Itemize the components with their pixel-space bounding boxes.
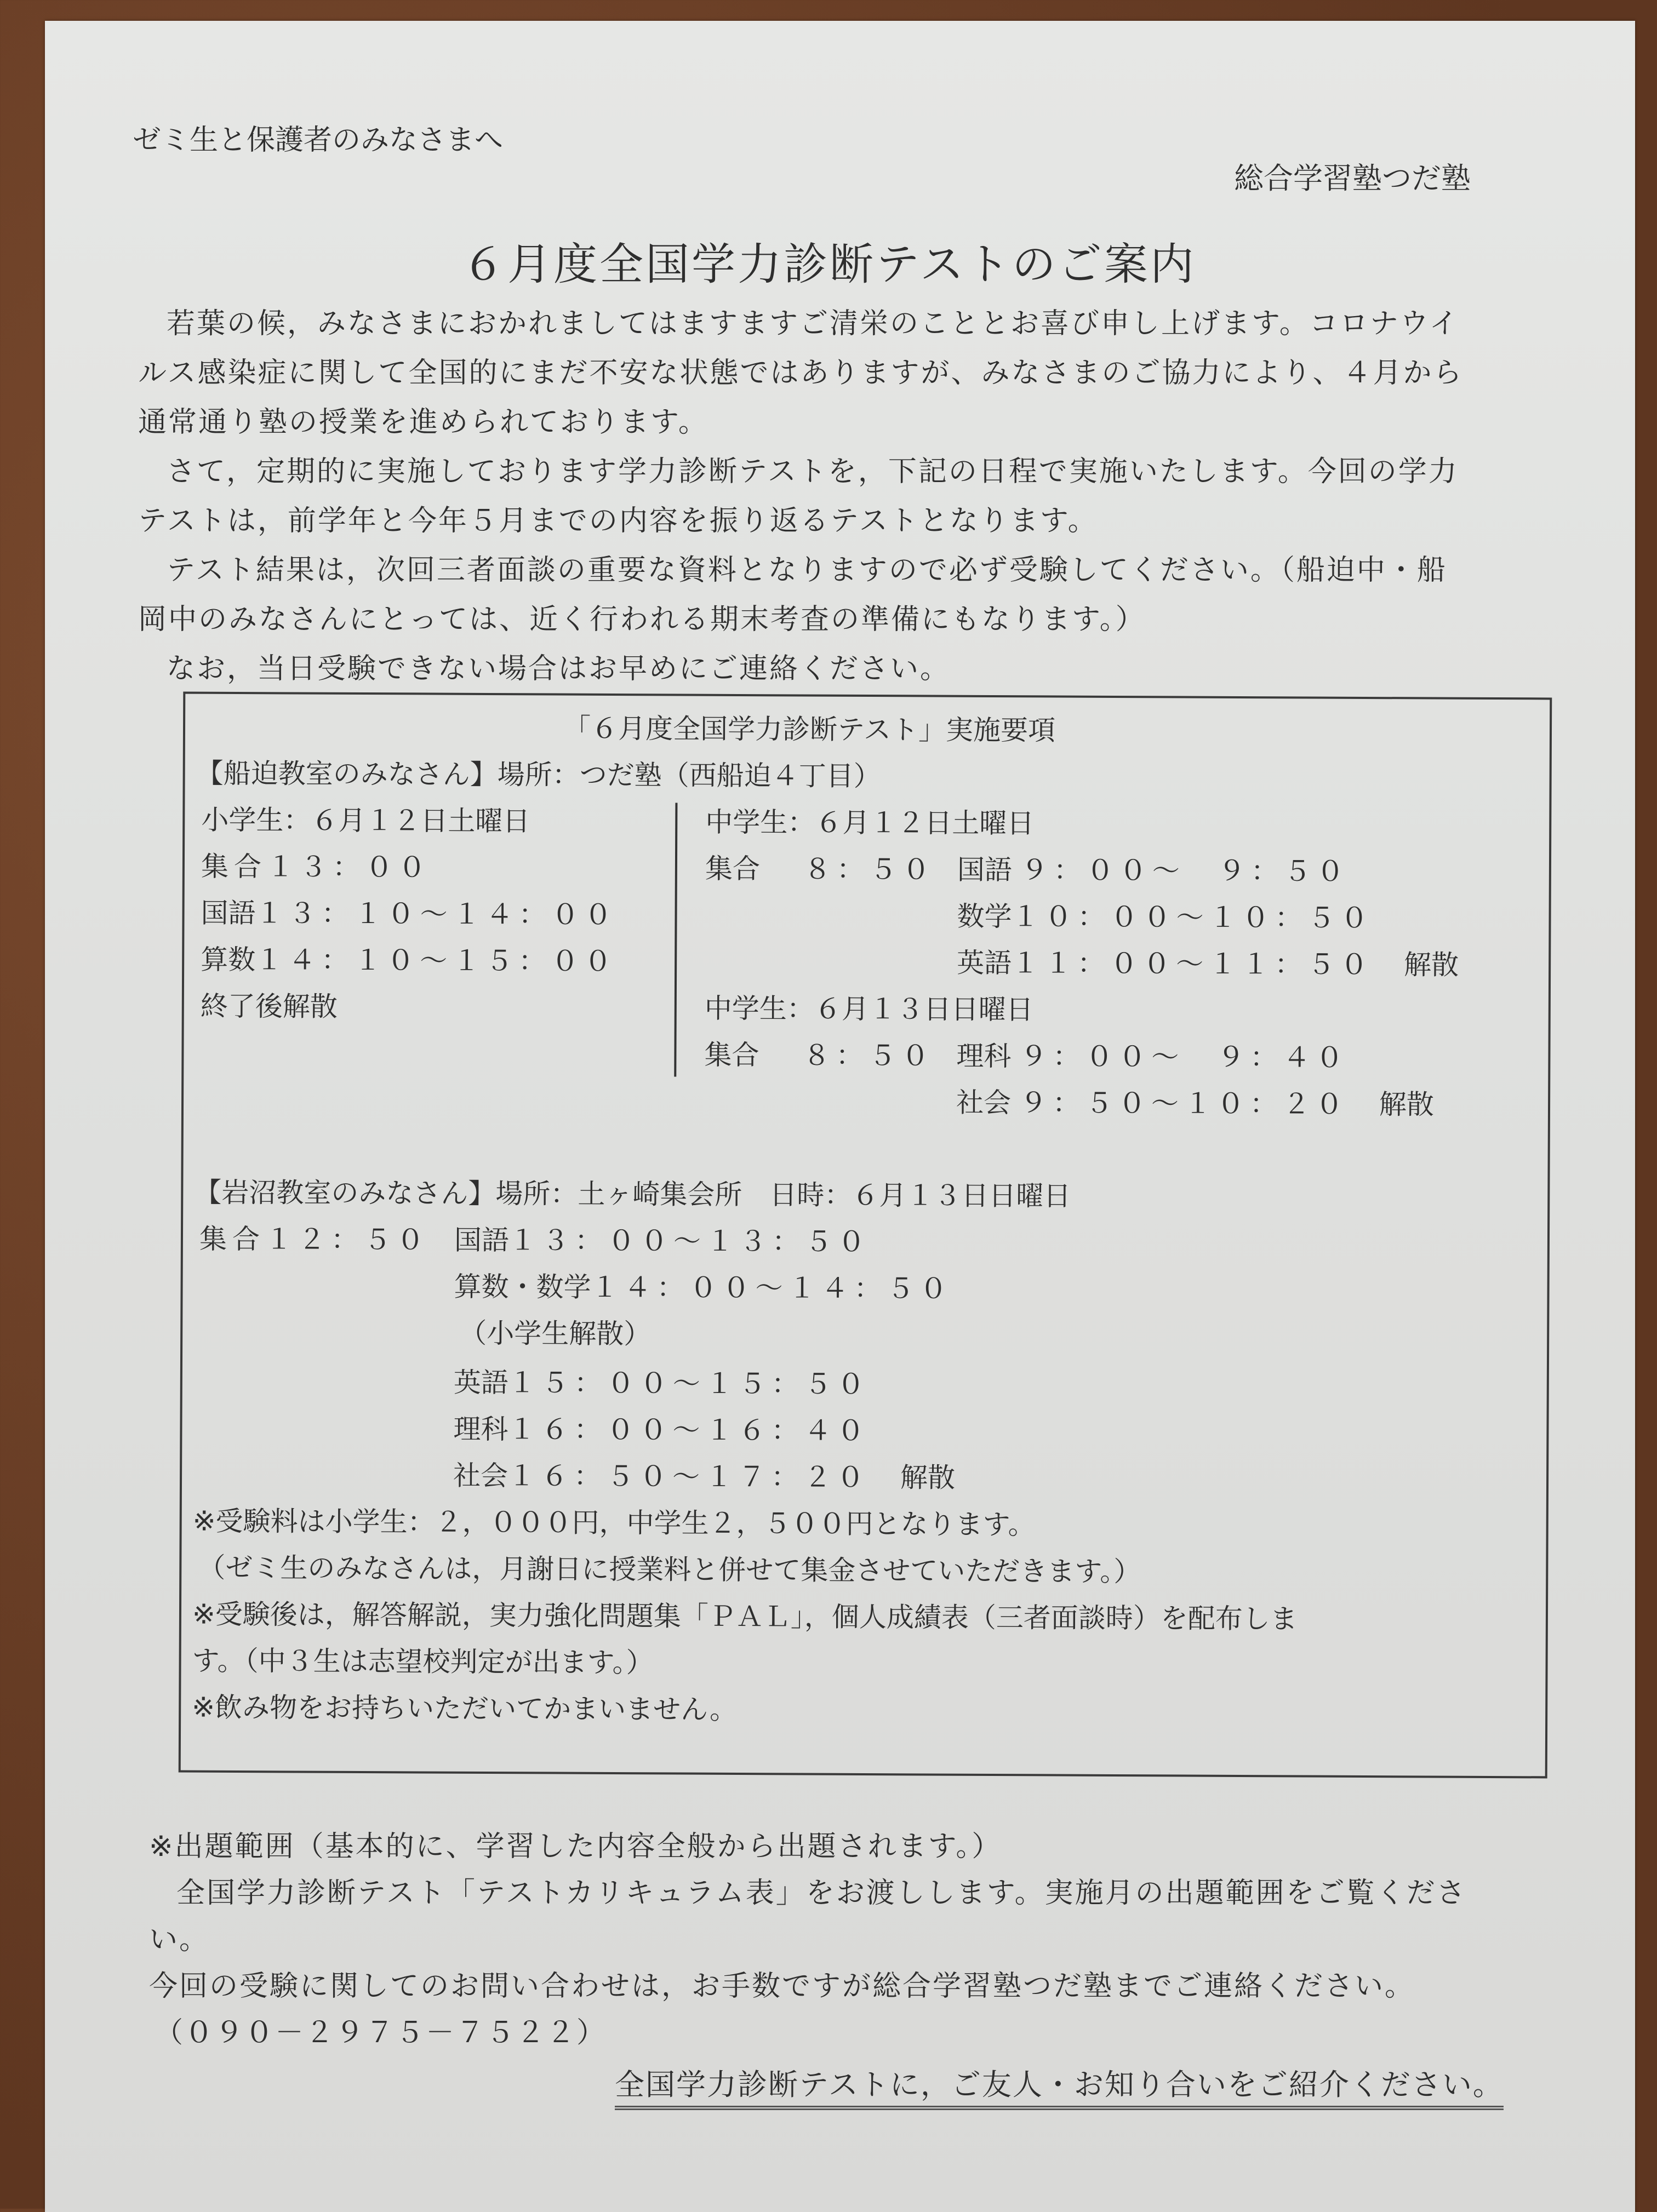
- time-range: １３：１０～１４：００: [255, 897, 618, 931]
- junior-day1-date: 中学生：６月１２日土曜日: [705, 806, 1035, 840]
- subject: 国語: [957, 853, 1013, 886]
- elementary-row: [201, 891, 617, 932]
- elementary-end: 終了後解散: [200, 990, 338, 1023]
- scope-line: い。: [149, 1923, 210, 1956]
- contact-line: 今回の受験に関してのお問い合わせは，お手数ですが総合学習塾つだ塾までご連絡ください。: [149, 1970, 1415, 2003]
- scope-line: 全国学力診断テスト「テストカリキュラム表」をお渡しします。実施月の出題範囲をご覧くださ: [176, 1877, 1467, 1910]
- iwanuma-row: [453, 1407, 870, 1448]
- subject: 数学: [957, 900, 1012, 933]
- subject: 社会: [956, 1086, 1012, 1119]
- iwanuma-note: （小学生解散）: [459, 1317, 652, 1350]
- dismiss-note: 解散: [1403, 949, 1459, 981]
- note-line: （ゼミ生のみなさんは，月謝日に授業料と併せて集金させていただきます。）: [198, 1551, 1141, 1588]
- intro-line: 若葉の候，みなさまにおかれましてはますますご清栄のこととお喜び申し上げます。コロナウイ: [167, 307, 1460, 340]
- subject: 英語: [453, 1366, 508, 1399]
- page-title: ６月度全国学力診断テストのご案内: [461, 239, 1196, 290]
- time-range: １５：００～１５：５０: [508, 1367, 870, 1401]
- iwanuma-row: [453, 1454, 955, 1495]
- iwanuma-row: [454, 1265, 952, 1306]
- time-range: １６：５０～１７：２０: [507, 1460, 870, 1494]
- iwanuma-gather: 集合１２：５０: [199, 1223, 430, 1256]
- subject: 算数・数学: [454, 1270, 591, 1303]
- time-range: ９：００～ ９：４０: [1020, 1040, 1349, 1074]
- time-range: １３：００～１３：５０: [508, 1224, 871, 1258]
- junior-day1-gather-label: 集合: [705, 852, 761, 885]
- scope-title: ※出題範囲（基本的に、学習した内容全般から出題されます。）: [149, 1830, 1002, 1863]
- sender-name: 総合学習塾つだ塾: [1234, 161, 1471, 196]
- subject: 社会: [453, 1459, 508, 1492]
- intro-line: なお，当日受験できない場合はお早めにご連絡ください。: [167, 652, 951, 685]
- time-range: １１：００～１１：５０: [1012, 947, 1374, 981]
- time-range: １４：１０～１５：００: [255, 944, 618, 978]
- note-line: ※飲み物をお持ちいただいてかまいません。: [192, 1691, 738, 1726]
- notice-paper: [45, 21, 1635, 2212]
- time-range: １０：００～１０：５０: [1012, 901, 1374, 935]
- time-range: １４：００～１４：５０: [591, 1271, 953, 1305]
- elementary-date: 小学生：６月１２日土曜日: [201, 804, 530, 838]
- dismiss-note: 解散: [1379, 1088, 1434, 1121]
- time-range: １６：００～１６：４０: [508, 1413, 870, 1447]
- intro-line: 通常通り塾の授業を進められております。: [138, 406, 708, 439]
- intro-line: さて，定期的に実施しております学力診断テストを，下記の日程で実施いたします。今回の学力: [167, 455, 1459, 488]
- details-heading: 「６月度全国学力診断テスト」実施要項: [563, 712, 1056, 747]
- intro-line: 岡中のみなさんにとっては、近く行われる期末考査の準備にもなります。）: [138, 603, 1146, 636]
- junior-day2-gather-time: ８：５０: [803, 1039, 935, 1072]
- elementary-gather: 集合１３：００: [201, 850, 432, 884]
- junior-schedule-row: [956, 1081, 1434, 1122]
- funabasama-header: 【船迫教室のみなさん】場所：つだ塾（西船迫４丁目）: [196, 757, 881, 793]
- iwanuma-row: [454, 1218, 871, 1259]
- subject: 算数: [201, 943, 256, 976]
- phone-number: （０９０－２９７５－７５２２）: [155, 2016, 607, 2049]
- subject: 英語: [957, 947, 1012, 979]
- note-line: す。（中３生は志望校判定が出ます。）: [192, 1644, 654, 1679]
- time-range: ９：５０～１０：２０: [1019, 1087, 1349, 1120]
- note-line: ※受験料は小学生：２，０００円，中学生２，５００円となります。: [192, 1505, 1036, 1541]
- intro-line: テスト結果は，次回三者面談の重要な資料となりますので必ず受験してください。（船迫中・船: [167, 554, 1447, 587]
- junior-day2-gather-label: 集合: [704, 1039, 759, 1071]
- column-divider: [674, 803, 677, 1076]
- greeting: ゼミ生と保護者のみなさまへ: [133, 124, 504, 157]
- time-range: ９：００～ ９：５０: [1020, 854, 1350, 887]
- junior-schedule-row: [957, 941, 1459, 983]
- junior-schedule-row: [957, 895, 1373, 936]
- details-box: [179, 692, 1552, 1779]
- intro-line: テストは，前学年と今年５月までの内容を振り返るテストとなります。: [138, 505, 1098, 537]
- junior-day2-date: 中学生：６月１３日日曜日: [704, 992, 1033, 1026]
- subject: 理科: [453, 1413, 508, 1446]
- subject: 国語: [201, 897, 256, 930]
- subject: 国語: [454, 1224, 510, 1257]
- elementary-row: [201, 938, 617, 979]
- iwanuma-row: [454, 1361, 870, 1402]
- referral-promo: 全国学力診断テストに，ご友人・お知り合いをご紹介ください。: [615, 2061, 1504, 2110]
- junior-day1-gather-time: ８：５０: [803, 853, 936, 886]
- junior-schedule-row: [957, 848, 1350, 889]
- dismiss-note: 解散: [900, 1462, 956, 1494]
- intro-line: ルス感染症に関して全国的にまだ不安な状態ではありますが、みなさまのご協力により、４月から: [138, 357, 1464, 389]
- subject: 理科: [956, 1040, 1012, 1073]
- junior-schedule-row: [956, 1034, 1349, 1075]
- iwanuma-header: 【岩沼教室のみなさん】場所：土ヶ崎集会所 日時：６月１３日日曜日: [194, 1176, 1071, 1212]
- note-line: ※受験後は，解答解説，実力強化問題集「ＰＡＬ」，個人成績表（三者面談時）を配布しま: [192, 1598, 1298, 1635]
